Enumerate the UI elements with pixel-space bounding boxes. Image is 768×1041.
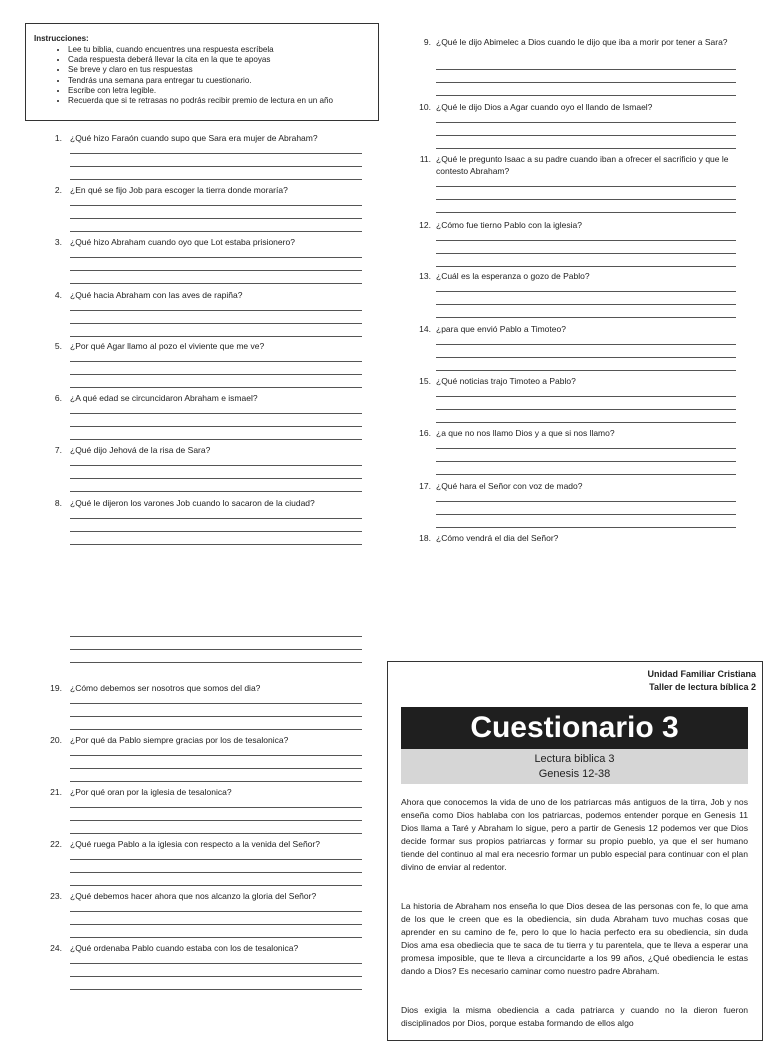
- question-text: ¿Qué hizo Faraón cuando supo que Sara era mujer de Abraham?: [70, 133, 318, 143]
- answer-line[interactable]: [70, 153, 362, 154]
- answer-line[interactable]: [70, 413, 362, 414]
- answer-line[interactable]: [436, 253, 736, 254]
- answer-line[interactable]: [70, 833, 362, 834]
- question-number: 22.: [50, 839, 62, 849]
- question-number: 7.: [54, 445, 62, 455]
- organization-name: Unidad Familiar Cristiana: [647, 669, 756, 679]
- question-text: ¿Cómo debemos ser nosotros que somos del dia?: [70, 683, 261, 693]
- question-text: ¿En qué se fijo Job para escoger la tierra donde moraría?: [70, 185, 288, 195]
- answer-line[interactable]: [70, 716, 362, 717]
- answer-line[interactable]: [70, 703, 362, 704]
- question-text: ¿para que envió Pablo a Timoteo?: [436, 324, 566, 334]
- answer-line[interactable]: [70, 270, 362, 271]
- reading-range: Genesis 12-38: [538, 768, 611, 780]
- answer-line[interactable]: [436, 409, 736, 410]
- instruction-item: • Se breve y claro en tus respuestas: [68, 65, 370, 75]
- answer-line[interactable]: [70, 439, 362, 440]
- answer-line[interactable]: [70, 531, 362, 532]
- instruction-item: • Lee tu biblia, cuando encuentres una respuesta escríbela: [68, 45, 370, 55]
- instruction-item: • Tendrás una semana para entregar tu cuestionario.: [68, 76, 370, 86]
- answer-line[interactable]: [70, 544, 362, 545]
- question-number: 9.: [423, 37, 431, 47]
- question-number: 1.: [54, 133, 62, 143]
- question-number: 20.: [50, 735, 62, 745]
- question-text: ¿Por qué da Pablo siempre gracias por los de tesalonica?: [70, 735, 289, 745]
- question-number: 16.: [419, 428, 431, 438]
- question-number: 3.: [54, 237, 62, 247]
- question-text: ¿Qué le dijeron los varones Job cuando lo sacaron de la ciudad?: [70, 498, 315, 508]
- question-text: ¿Por qué Agar llamo al pozo el viviente que me ve?: [70, 341, 265, 351]
- answer-line[interactable]: [70, 807, 362, 808]
- answer-line[interactable]: [436, 82, 736, 83]
- answer-line[interactable]: [70, 257, 362, 258]
- question-text: ¿Cuál es la esperanza o gozo de Pablo?: [436, 271, 590, 281]
- answer-line[interactable]: [70, 820, 362, 821]
- answer-line[interactable]: [436, 422, 736, 423]
- answer-line[interactable]: [436, 304, 736, 305]
- answer-line[interactable]: [70, 478, 362, 479]
- answer-line[interactable]: [70, 491, 362, 492]
- question-text: ¿Qué hara el Señor con voz de mado?: [436, 481, 583, 491]
- title-card: [387, 661, 763, 1041]
- question-number: 19.: [50, 683, 62, 693]
- question-text: ¿Qué dijo Jehová de la risa de Sara?: [70, 445, 211, 455]
- answer-line[interactable]: [436, 240, 736, 241]
- answer-line[interactable]: [436, 199, 736, 200]
- answer-line[interactable]: [70, 465, 362, 466]
- answer-line[interactable]: [436, 461, 736, 462]
- workshop-name: Taller de lectura bíblica 2: [649, 682, 756, 692]
- answer-line[interactable]: [436, 95, 736, 96]
- question-number: 21.: [50, 787, 62, 797]
- intro-paragraph: Ahora que conocemos la vida de uno de los patriarcas más antiguos de la tirra, Job y nos enseña como Dios hablaba con los patriarcas, podemos entender porque en Genesis 11 Dios llama a Taré y Abraham lo sigue, pero a partir de Genesis 12 podemos ver que Dios decide formar sus propios patriarcas y formar su propio pueblo, ya que el ser humano tiende del continuo al mal era necesrio formar un publo especial para continuar con el plan divino de enviar al redentor.: [401, 797, 748, 872]
- answer-line[interactable]: [436, 448, 736, 449]
- question-number: 6.: [54, 393, 62, 403]
- answer-line[interactable]: [70, 218, 362, 219]
- answer-line[interactable]: [70, 649, 362, 650]
- answer-line[interactable]: [70, 336, 362, 337]
- quiz-title: Cuestionario 3: [401, 707, 748, 749]
- answer-line[interactable]: [70, 636, 362, 637]
- question-text: ¿Qué hacia Abraham con las aves de rapiña?: [70, 290, 243, 300]
- answer-line[interactable]: [70, 872, 362, 873]
- answer-line[interactable]: [70, 662, 362, 663]
- question-text: ¿Por qué oran por la iglesia de tesalonica?: [70, 787, 232, 797]
- intro-paragraph: Dios exigia la misma obediencia a cada patriarca y cuando no la dieron fueron disciplinados por Dios, porque estaba formando de ellos algo: [401, 1005, 748, 1028]
- answer-line[interactable]: [436, 148, 736, 149]
- question-text: ¿Cómo vendrá el dia del Señor?: [436, 533, 559, 543]
- question-number: 11.: [419, 154, 431, 164]
- answer-line[interactable]: [436, 527, 736, 528]
- answer-line[interactable]: [70, 924, 362, 925]
- answer-line[interactable]: [70, 885, 362, 886]
- question-number: 8.: [54, 498, 62, 508]
- answer-line[interactable]: [70, 283, 362, 284]
- answer-line[interactable]: [436, 317, 736, 318]
- question-text: ¿Cómo fue tierno Pablo con la iglesia?: [436, 220, 582, 230]
- answer-line[interactable]: [436, 344, 736, 345]
- instruction-item: • Cada respuesta deberá llevar la cita en la que te apoyas: [68, 55, 370, 65]
- answer-line[interactable]: [436, 186, 736, 187]
- answer-line[interactable]: [70, 963, 362, 964]
- answer-line[interactable]: [70, 323, 362, 324]
- question-text: ¿Qué le dijo Abimelec a Dios cuando le dijo que iba a morir por tener a Sara?: [436, 37, 728, 47]
- answer-line[interactable]: [70, 768, 362, 769]
- answer-line[interactable]: [436, 135, 736, 136]
- answer-line[interactable]: [70, 231, 362, 232]
- answer-line[interactable]: [436, 370, 736, 371]
- question-number: 13.: [419, 271, 431, 281]
- instruction-item: • Escribe con letra legible.: [68, 86, 370, 96]
- question-number: 18.: [419, 533, 431, 543]
- answer-line[interactable]: [70, 387, 362, 388]
- answer-line[interactable]: [436, 357, 736, 358]
- answer-line[interactable]: [436, 122, 736, 123]
- question-number: 14.: [419, 324, 431, 334]
- answer-line[interactable]: [70, 205, 362, 206]
- question-number: 17.: [419, 481, 431, 491]
- instructions-title: Instrucciones:: [34, 34, 89, 43]
- answer-line[interactable]: [70, 361, 362, 362]
- answer-line[interactable]: [70, 729, 362, 730]
- answer-line[interactable]: [70, 518, 362, 519]
- answer-line[interactable]: [70, 426, 362, 427]
- question-number: 15.: [419, 376, 431, 386]
- answer-line[interactable]: [70, 859, 362, 860]
- question-text: ¿a que no nos llamo Dios y a que si nos llamo?: [436, 428, 615, 438]
- answer-line[interactable]: [70, 310, 362, 311]
- answer-line[interactable]: [70, 937, 362, 938]
- answer-line[interactable]: [436, 501, 736, 502]
- answer-line[interactable]: [70, 755, 362, 756]
- answer-line[interactable]: [436, 69, 736, 70]
- answer-line[interactable]: [436, 212, 736, 213]
- question-text: ¿A qué edad se circuncidaron Abraham e ismael?: [70, 393, 258, 403]
- question-number: 12.: [419, 220, 431, 230]
- answer-line[interactable]: [70, 989, 362, 990]
- instructions-list: [34, 45, 370, 106]
- question-text: ¿Qué le dijo Dios a Agar cuando oyo el llando de Ismael?: [436, 102, 653, 112]
- answer-line[interactable]: [70, 976, 362, 977]
- question-text: ¿Qué noticias trajo Timoteo a Pablo?: [436, 376, 576, 386]
- answer-line[interactable]: [436, 396, 736, 397]
- reading-label: Lectura biblica 3: [534, 753, 615, 765]
- instruction-item: • Recuerda que si te retrasas no podrás recibir premio de lectura en un año: [68, 96, 370, 106]
- organization-header: [647, 668, 756, 694]
- answer-line[interactable]: [70, 374, 362, 375]
- answer-line[interactable]: [70, 166, 362, 167]
- question-number: 10.: [419, 102, 431, 112]
- answer-line[interactable]: [436, 474, 736, 475]
- reading-info: [401, 749, 748, 784]
- intro-paragraph: La historia de Abraham nos enseña lo que Dios desea de las personas con fe, lo que ama de los que le creen que es la obediencia, sin duda Abraham tuvo muchas cosas que aprender en su camino de fe, pero lo que lo hacia perfecto era su obediencia, sin duda Dios ama esa obediecia que te saca de tu tierra y tu parentela, que te lleva a esperar una promesa imposible, que te lleva a circuncidarte a los 99 años, ¿Qué obediencia le estas dando a Dios? Es necesario caminar como nuestro padre Abraham.: [401, 901, 748, 976]
- answer-line[interactable]: [436, 514, 736, 515]
- question-text: ¿Qué ordenaba Pablo cuando estaba con los de tesalonica?: [70, 943, 299, 953]
- answer-line[interactable]: [70, 179, 362, 180]
- question-number: 2.: [54, 185, 62, 195]
- answer-line[interactable]: [436, 291, 736, 292]
- answer-line[interactable]: [436, 266, 736, 267]
- question-number: 23.: [50, 891, 62, 901]
- question-number: 5.: [54, 341, 62, 351]
- question-text: ¿Qué le pregunto Isaac a su padre cuando iban a ofrecer el sacrificio y que le contesto Abraham?: [436, 154, 729, 176]
- question-number: 4.: [54, 290, 62, 300]
- instructions-box: [25, 23, 379, 121]
- answer-line[interactable]: [70, 781, 362, 782]
- question-text: ¿Qué hizo Abraham cuando oyo que Lot estaba prisionero?: [70, 237, 295, 247]
- question-text: ¿Qué debemos hacer ahora que nos alcanzo la gloria del Señor?: [70, 891, 317, 901]
- question-number: 24.: [50, 943, 62, 953]
- question-text: ¿Qué ruega Pablo a la iglesia con respecto a la venida del Señor?: [70, 839, 320, 849]
- answer-line[interactable]: [70, 911, 362, 912]
